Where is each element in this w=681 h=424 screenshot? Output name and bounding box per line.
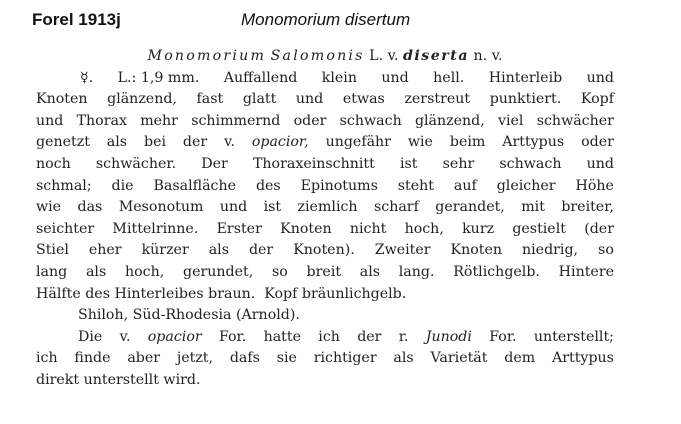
taxon-species: Salomonis: [270, 48, 365, 64]
word: wie: [407, 134, 433, 151]
description-line: [36, 262, 614, 284]
word: gleicher: [496, 177, 556, 194]
word: eher: [88, 242, 122, 259]
word: oder: [581, 134, 614, 151]
word: beim: [449, 134, 486, 151]
word: hatte: [263, 328, 301, 345]
word: (der: [584, 220, 614, 237]
word: schwächer: [536, 112, 614, 129]
taxon-status: n. v.: [473, 48, 503, 64]
word: und: [586, 155, 614, 172]
word: ist: [263, 199, 282, 216]
description-line: [36, 111, 614, 133]
word: und: [381, 69, 409, 86]
word: der: [357, 328, 382, 345]
word: ich: [36, 350, 58, 367]
word: kürzer: [141, 242, 189, 259]
word: finde: [74, 350, 111, 367]
word: Stiel: [36, 242, 69, 259]
description-line-last: Hälfte des Hinterleibes braun. Kopf bräunlichgelb.: [36, 285, 407, 302]
word: mit: [521, 199, 545, 216]
description-line: [36, 240, 614, 262]
word: breit: [306, 263, 342, 280]
word: richtiger: [313, 350, 377, 367]
description-line: [36, 197, 614, 219]
word: ist: [399, 155, 418, 172]
race-reference-junodi: Junodi: [425, 328, 472, 345]
word: hell.: [433, 69, 465, 86]
word: Kopf: [580, 91, 614, 108]
word: Thoraxeinschnitt: [252, 155, 375, 172]
word: Erster: [216, 220, 262, 237]
word: schwächer.: [95, 155, 177, 172]
word: fast: [196, 91, 224, 108]
word: dafs: [229, 350, 260, 367]
word: gerundet,: [182, 263, 254, 280]
word: seichter: [36, 220, 95, 237]
word: Arttypus: [552, 350, 614, 367]
word: und: [219, 199, 248, 216]
word: so: [271, 263, 288, 280]
word: sie: [276, 350, 297, 367]
word: dem: [504, 350, 536, 367]
description-line: [36, 219, 614, 241]
word: ungefähr: [325, 134, 391, 151]
word: schmal;: [36, 177, 92, 194]
word: Hinterleib: [488, 69, 563, 86]
word: sehr: [442, 155, 475, 172]
taxon-genus: Monomorium: [147, 48, 267, 64]
word: r.: [398, 328, 409, 345]
word: klein: [321, 69, 357, 86]
scanned-text-block: [36, 46, 614, 392]
word: gestielt: [512, 220, 566, 237]
document-header: [14, 10, 674, 34]
word: zerstreut: [404, 91, 471, 108]
word: ziemlich: [297, 199, 358, 216]
word: und: [295, 91, 324, 108]
word: etwas: [342, 91, 385, 108]
word: hoch,: [124, 263, 165, 280]
word: aber: [127, 350, 161, 367]
word: For.: [489, 328, 517, 345]
taxon-author: L. v.: [369, 48, 399, 64]
word: lang.: [398, 263, 435, 280]
word: scharf: [373, 199, 419, 216]
word: Knoten: [36, 91, 88, 108]
remark-line-last: direkt unterstellt wird.: [36, 371, 201, 388]
word: als: [106, 134, 128, 151]
word: als: [208, 242, 229, 259]
word: der: [248, 242, 274, 259]
word: Mesonotum: [118, 199, 204, 216]
caste-symbol: ☿.: [80, 69, 94, 86]
word: Mittelrinne.: [112, 220, 199, 237]
word: mehr: [140, 112, 178, 129]
word: punktiert.: [489, 91, 562, 108]
word: als: [393, 350, 414, 367]
word: Knoten: [450, 242, 503, 259]
locality-line: Shiloh, Süd-Rhodesia (Arnold).: [78, 307, 300, 324]
word: Arttypus: [502, 134, 565, 151]
description-line: [36, 176, 614, 198]
citation-reference: Forel 1913j: [32, 10, 121, 29]
word: die: [111, 177, 134, 194]
word: Die: [78, 328, 103, 345]
word: genetzt: [36, 134, 90, 151]
word: Hintere: [558, 263, 614, 280]
taxon-heading: [36, 46, 614, 68]
word: gerandet,: [435, 199, 505, 216]
word: Knoten).: [293, 242, 355, 259]
word: Basalfläche: [153, 177, 237, 194]
word: der: [182, 134, 208, 151]
remark-line: [36, 348, 614, 370]
word: viel: [497, 112, 524, 129]
word: Der: [201, 155, 228, 172]
word: L.: 1,9 mm.: [117, 69, 200, 86]
word: und: [586, 69, 614, 86]
word: kurz: [462, 220, 495, 237]
word: schwach: [499, 155, 562, 172]
word: als: [359, 263, 381, 280]
word: oder: [293, 112, 327, 129]
word: For.: [218, 328, 247, 345]
species-name: Monomorium disertum: [241, 10, 411, 29]
word: so: [598, 242, 614, 259]
word: des: [255, 177, 281, 194]
word: glänzend,: [414, 112, 485, 129]
word: breiter,: [561, 199, 614, 216]
variety-reference-opacior: opacior: [147, 328, 202, 345]
word: auf: [453, 177, 477, 194]
word: Varietät: [430, 350, 488, 367]
word: hoch,: [404, 220, 444, 237]
description-line: [36, 68, 614, 90]
variety-reference-opacior: opacior,: [251, 134, 309, 151]
word: Epinotums: [300, 177, 378, 194]
word: jetzt,: [176, 350, 214, 367]
remark-line: [36, 327, 614, 349]
word: ich: [318, 328, 340, 345]
word: Knoten: [280, 220, 332, 237]
word: v.: [119, 328, 131, 345]
word: noch: [36, 155, 71, 172]
word: schimmernd: [191, 112, 281, 129]
word: Höhe: [575, 177, 614, 194]
word: niedrig,: [522, 242, 579, 259]
word: Thorax: [76, 112, 127, 129]
word: Auffallend: [223, 69, 298, 86]
word: Rötlichgelb.: [453, 263, 540, 280]
taxon-variety: diserta: [402, 48, 470, 64]
word: v.: [224, 134, 235, 151]
description-line: [36, 132, 614, 154]
word: nicht: [349, 220, 387, 237]
word: schwach: [339, 112, 402, 129]
word: Zweiter: [374, 242, 431, 259]
description-line: [36, 89, 614, 111]
word: steht: [397, 177, 434, 194]
word: als: [85, 263, 107, 280]
word: bei: [143, 134, 166, 151]
word: und: [36, 112, 64, 129]
word: glatt: [242, 91, 277, 108]
word: unterstellt;: [533, 328, 614, 345]
description-line: [36, 154, 614, 176]
word: das: [77, 199, 103, 216]
word: glänzend,: [107, 91, 177, 108]
word: lang: [36, 263, 68, 280]
word: wie: [36, 199, 62, 216]
